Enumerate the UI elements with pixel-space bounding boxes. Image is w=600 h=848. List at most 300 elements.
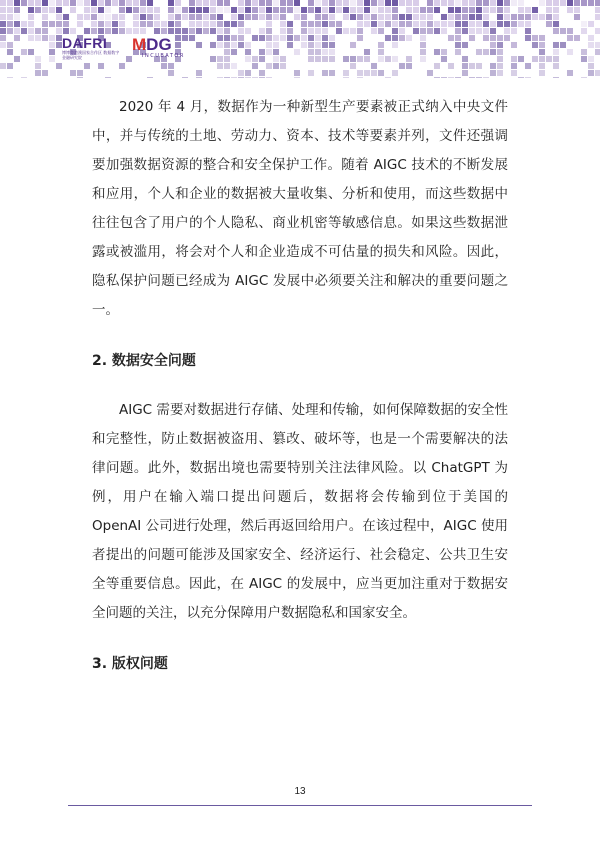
pattern-square — [357, 70, 363, 76]
pattern-square — [490, 35, 496, 41]
pattern-square — [315, 21, 321, 27]
pattern-square — [56, 14, 62, 20]
pattern-square — [63, 21, 69, 27]
pattern-square — [371, 63, 377, 69]
pattern-square — [371, 28, 377, 34]
pattern-square — [525, 14, 531, 20]
pattern-square — [441, 14, 447, 20]
pattern-square — [441, 21, 447, 27]
pattern-square — [511, 14, 517, 20]
pattern-square — [490, 49, 496, 55]
pattern-square — [266, 77, 272, 78]
pattern-square — [413, 7, 419, 13]
pattern-square — [483, 28, 489, 34]
pattern-square — [210, 28, 216, 34]
pattern-square — [182, 77, 188, 78]
pattern-square — [588, 21, 594, 27]
pattern-square — [455, 21, 461, 27]
pattern-square — [476, 49, 482, 55]
pattern-square — [385, 21, 391, 27]
pattern-square — [112, 28, 118, 34]
pattern-square — [497, 42, 503, 48]
pattern-square — [595, 49, 600, 55]
pattern-square — [140, 14, 146, 20]
pattern-square — [364, 0, 370, 6]
pattern-square — [497, 35, 503, 41]
pattern-square — [532, 7, 538, 13]
pattern-square — [14, 56, 20, 62]
pattern-square — [126, 0, 132, 6]
mdg-logo-subtitle: INCUBATOR — [142, 53, 185, 59]
pattern-square — [553, 28, 559, 34]
pattern-square — [574, 14, 580, 20]
pattern-square — [427, 70, 433, 76]
pattern-square — [105, 7, 111, 13]
pattern-square — [476, 0, 482, 6]
section-heading-copyright: 3. 版权问题 — [92, 656, 168, 672]
pattern-square — [378, 56, 384, 62]
pattern-square — [539, 14, 545, 20]
pattern-square — [350, 7, 356, 13]
pattern-square — [77, 0, 83, 6]
pattern-square — [490, 63, 496, 69]
pattern-square — [140, 0, 146, 6]
pattern-square — [308, 35, 314, 41]
pattern-square — [462, 63, 468, 69]
pattern-square — [392, 56, 398, 62]
pattern-square — [224, 7, 230, 13]
pattern-square — [504, 0, 510, 6]
pattern-square — [259, 56, 265, 62]
pattern-square — [287, 7, 293, 13]
pattern-square — [504, 14, 510, 20]
pattern-square — [42, 0, 48, 6]
pattern-square — [364, 7, 370, 13]
pattern-square — [259, 35, 265, 41]
pattern-square — [553, 21, 559, 27]
pattern-square — [483, 77, 489, 78]
pattern-square — [343, 77, 349, 78]
pattern-square — [168, 7, 174, 13]
pattern-square — [259, 7, 265, 13]
pattern-square — [21, 49, 27, 55]
pattern-square — [238, 0, 244, 6]
pattern-square — [301, 7, 307, 13]
pattern-square — [434, 21, 440, 27]
pattern-square — [371, 70, 377, 76]
pattern-square — [294, 35, 300, 41]
pattern-square — [91, 14, 97, 20]
pattern-square — [35, 0, 41, 6]
pattern-square — [119, 14, 125, 20]
pattern-square — [595, 14, 600, 20]
pattern-square — [63, 0, 69, 6]
pattern-square — [476, 77, 482, 78]
pattern-square — [28, 28, 34, 34]
pattern-square — [14, 7, 20, 13]
pattern-square — [525, 77, 531, 78]
pattern-square — [119, 0, 125, 6]
pattern-square — [56, 7, 62, 13]
pattern-square — [490, 70, 496, 76]
pattern-square — [84, 0, 90, 6]
pattern-square — [210, 7, 216, 13]
pattern-square — [224, 77, 230, 78]
pattern-square — [224, 0, 230, 6]
pattern-square — [441, 49, 447, 55]
pattern-square — [252, 0, 258, 6]
pattern-square — [217, 7, 223, 13]
pattern-square — [280, 0, 286, 6]
pattern-square — [532, 42, 538, 48]
pattern-square — [259, 49, 265, 55]
pattern-square — [322, 21, 328, 27]
section-heading-data-security: 2. 数据安全问题 — [92, 353, 196, 369]
pattern-square — [224, 28, 230, 34]
pattern-square — [315, 42, 321, 48]
pattern-square — [595, 0, 600, 6]
pattern-square — [455, 14, 461, 20]
pattern-square — [266, 7, 272, 13]
pattern-square — [301, 42, 307, 48]
pattern-square — [287, 0, 293, 6]
pattern-square — [504, 7, 510, 13]
pattern-square — [497, 63, 503, 69]
pattern-square — [273, 7, 279, 13]
pattern-square — [21, 28, 27, 34]
pattern-square — [371, 21, 377, 27]
pattern-square — [49, 0, 55, 6]
pattern-square — [490, 7, 496, 13]
pattern-square — [462, 70, 468, 76]
pattern-square — [392, 14, 398, 20]
pattern-square — [56, 21, 62, 27]
pattern-square — [483, 14, 489, 20]
pattern-square — [343, 0, 349, 6]
pattern-square — [595, 28, 600, 34]
pattern-square — [84, 28, 90, 34]
pattern-square — [441, 77, 447, 78]
pattern-square — [399, 14, 405, 20]
pattern-square — [294, 14, 300, 20]
pattern-square — [231, 14, 237, 20]
pattern-square — [329, 49, 335, 55]
pattern-square — [280, 21, 286, 27]
pattern-square — [560, 0, 566, 6]
pattern-square — [112, 0, 118, 6]
pattern-square — [518, 21, 524, 27]
pattern-square — [518, 7, 524, 13]
pattern-square — [217, 42, 223, 48]
pattern-square — [441, 0, 447, 6]
mdg-logo-mark: MDG — [132, 35, 172, 54]
pattern-square — [392, 0, 398, 6]
pattern-square — [371, 7, 377, 13]
pattern-square — [140, 28, 146, 34]
pattern-square — [245, 70, 251, 76]
pattern-square — [469, 63, 475, 69]
pattern-square — [217, 21, 223, 27]
pattern-square — [133, 14, 139, 20]
pattern-square — [539, 49, 545, 55]
pattern-square — [259, 77, 265, 78]
pattern-square — [469, 0, 475, 6]
pattern-square — [287, 21, 293, 27]
pattern-square — [147, 77, 153, 78]
pattern-square — [413, 21, 419, 27]
pattern-square — [252, 14, 258, 20]
pattern-square — [560, 42, 566, 48]
pattern-square — [448, 14, 454, 20]
pattern-square — [91, 7, 97, 13]
pattern-square — [455, 49, 461, 55]
pattern-square — [49, 35, 55, 41]
pattern-square — [371, 14, 377, 20]
pattern-square — [175, 21, 181, 27]
pattern-square — [497, 70, 503, 76]
pattern-square — [84, 7, 90, 13]
pattern-square — [406, 7, 412, 13]
pattern-square — [315, 49, 321, 55]
pattern-square — [252, 35, 258, 41]
pattern-square — [203, 7, 209, 13]
pattern-square — [343, 7, 349, 13]
pattern-square — [455, 28, 461, 34]
pattern-square — [567, 70, 573, 76]
pattern-square — [364, 14, 370, 20]
pattern-square — [147, 21, 153, 27]
pattern-square — [483, 0, 489, 6]
pattern-square — [91, 21, 97, 27]
pattern-square — [329, 35, 335, 41]
paragraph-privacy: 2020 年 4 月，数据作为一种新型生产要素被正式纳入中央文件中，并与传统的土地、劳动力、资本、技术等要素并列，文件还强调要加强数据资源的整合和安全保护工作。随着 AIGC 技术的不断发展和应用，个人和企业的数据被大量收集、分析和使用，而这些数据中往往包含了用户的个人隐私、商业机密等敏感信息。如果这些数据泄露或被滥用，将会对个人和企业造成不可估量的损失和风险。因此，隐私保护问题已经成为 AIGC 发展中必须要关注和解决的重要问题之一。 — [92, 99, 508, 318]
pattern-square — [511, 21, 517, 27]
pattern-square — [266, 21, 272, 27]
pattern-square — [238, 14, 244, 20]
pattern-square — [0, 21, 6, 27]
pattern-square — [301, 28, 307, 34]
pattern-square — [0, 0, 6, 6]
pattern-square — [364, 49, 370, 55]
pattern-square — [399, 21, 405, 27]
pattern-square — [105, 28, 111, 34]
pattern-square — [385, 0, 391, 6]
pattern-square — [567, 49, 573, 55]
pattern-square — [553, 7, 559, 13]
pattern-square — [574, 0, 580, 6]
pattern-square — [119, 7, 125, 13]
pattern-square — [448, 7, 454, 13]
pattern-square — [378, 49, 384, 55]
header-logos — [62, 36, 202, 76]
pattern-square — [504, 21, 510, 27]
pattern-square — [490, 42, 496, 48]
pattern-square — [350, 0, 356, 6]
pattern-square — [196, 7, 202, 13]
pattern-square — [525, 63, 531, 69]
pattern-square — [511, 0, 517, 6]
pattern-square — [98, 28, 104, 34]
pattern-square — [588, 35, 594, 41]
pattern-square — [399, 0, 405, 6]
pattern-square — [252, 63, 258, 69]
pattern-square — [448, 35, 454, 41]
pattern-square — [231, 42, 237, 48]
pattern-square — [462, 0, 468, 6]
pattern-square — [266, 42, 272, 48]
pattern-square — [588, 70, 594, 76]
pattern-square — [518, 56, 524, 62]
pattern-square — [406, 21, 412, 27]
pattern-square — [266, 63, 272, 69]
pattern-square — [7, 7, 13, 13]
pattern-square — [231, 21, 237, 27]
pattern-square — [350, 28, 356, 34]
pattern-square — [273, 49, 279, 55]
pattern-square — [168, 0, 174, 6]
pattern-square — [224, 56, 230, 62]
pattern-square — [245, 14, 251, 20]
pattern-square — [21, 21, 27, 27]
pattern-square — [182, 28, 188, 34]
pattern-square — [259, 28, 265, 34]
pattern-square — [259, 0, 265, 6]
pattern-square — [497, 7, 503, 13]
pattern-square — [357, 14, 363, 20]
pattern-square — [567, 28, 573, 34]
pattern-square — [427, 21, 433, 27]
pattern-square — [553, 14, 559, 20]
pattern-square — [546, 7, 552, 13]
pattern-square — [105, 77, 111, 78]
pattern-square — [546, 0, 552, 6]
pattern-square — [210, 21, 216, 27]
pattern-square — [336, 21, 342, 27]
pattern-square — [42, 21, 48, 27]
pattern-square — [259, 70, 265, 76]
pattern-square — [217, 28, 223, 34]
pattern-square — [182, 7, 188, 13]
page-number: 13 — [294, 786, 306, 797]
pattern-square — [196, 14, 202, 20]
pattern-square — [217, 0, 223, 6]
pattern-square — [567, 35, 573, 41]
pattern-square — [315, 28, 321, 34]
pattern-square — [210, 42, 216, 48]
pattern-square — [595, 42, 600, 48]
pattern-square — [329, 7, 335, 13]
pattern-square — [567, 7, 573, 13]
pattern-square — [420, 35, 426, 41]
dafri-logo-mark: DAFRI — [62, 35, 108, 51]
pattern-square — [392, 21, 398, 27]
pattern-square — [245, 28, 251, 34]
pattern-square — [287, 42, 293, 48]
pattern-square — [315, 56, 321, 62]
pattern-square — [539, 56, 545, 62]
pattern-square — [357, 35, 363, 41]
pattern-square — [532, 35, 538, 41]
pattern-square — [42, 14, 48, 20]
pattern-square — [378, 21, 384, 27]
pattern-square — [483, 35, 489, 41]
pattern-square — [231, 7, 237, 13]
pattern-square — [0, 63, 6, 69]
pattern-square — [7, 63, 13, 69]
pattern-square — [217, 63, 223, 69]
pattern-square — [525, 7, 531, 13]
pattern-square — [308, 28, 314, 34]
pattern-square — [378, 14, 384, 20]
pattern-square — [329, 0, 335, 6]
pattern-square — [434, 63, 440, 69]
pattern-square — [168, 14, 174, 20]
pattern-square — [462, 56, 468, 62]
pattern-square — [350, 42, 356, 48]
pattern-square — [427, 28, 433, 34]
pattern-square — [497, 49, 503, 55]
pattern-square — [84, 14, 90, 20]
pattern-square — [140, 7, 146, 13]
pattern-square — [238, 42, 244, 48]
pattern-square — [280, 14, 286, 20]
pattern-square — [378, 28, 384, 34]
pattern-square — [294, 70, 300, 76]
pattern-square — [280, 35, 286, 41]
pattern-square — [455, 7, 461, 13]
pattern-square — [217, 35, 223, 41]
pattern-square — [350, 56, 356, 62]
pattern-square — [49, 49, 55, 55]
pattern-square — [322, 42, 328, 48]
pattern-square — [301, 21, 307, 27]
pattern-square — [308, 42, 314, 48]
pattern-square — [518, 0, 524, 6]
pattern-square — [280, 28, 286, 34]
pattern-square — [238, 7, 244, 13]
pattern-square — [469, 35, 475, 41]
pattern-square — [210, 14, 216, 20]
pattern-square — [154, 21, 160, 27]
footer-divider — [68, 805, 532, 806]
pattern-square — [518, 77, 524, 78]
pattern-square — [252, 77, 258, 78]
pattern-square — [189, 0, 195, 6]
pattern-square — [63, 14, 69, 20]
pattern-square — [350, 14, 356, 20]
pattern-square — [441, 56, 447, 62]
pattern-square — [553, 77, 559, 78]
pattern-square — [91, 0, 97, 6]
pattern-square — [553, 63, 559, 69]
pattern-square — [154, 7, 160, 13]
mdg-incubator-logo — [132, 36, 192, 68]
pattern-square — [49, 56, 55, 62]
pattern-square — [224, 49, 230, 55]
pattern-square — [539, 70, 545, 76]
pattern-square — [14, 21, 20, 27]
pattern-square — [70, 7, 76, 13]
pattern-square — [455, 77, 461, 78]
pattern-square — [469, 21, 475, 27]
pattern-square — [119, 28, 125, 34]
pattern-square — [238, 21, 244, 27]
pattern-square — [546, 14, 552, 20]
pattern-square — [7, 21, 13, 27]
pattern-square — [574, 7, 580, 13]
pattern-square — [406, 0, 412, 6]
pattern-square — [266, 28, 272, 34]
